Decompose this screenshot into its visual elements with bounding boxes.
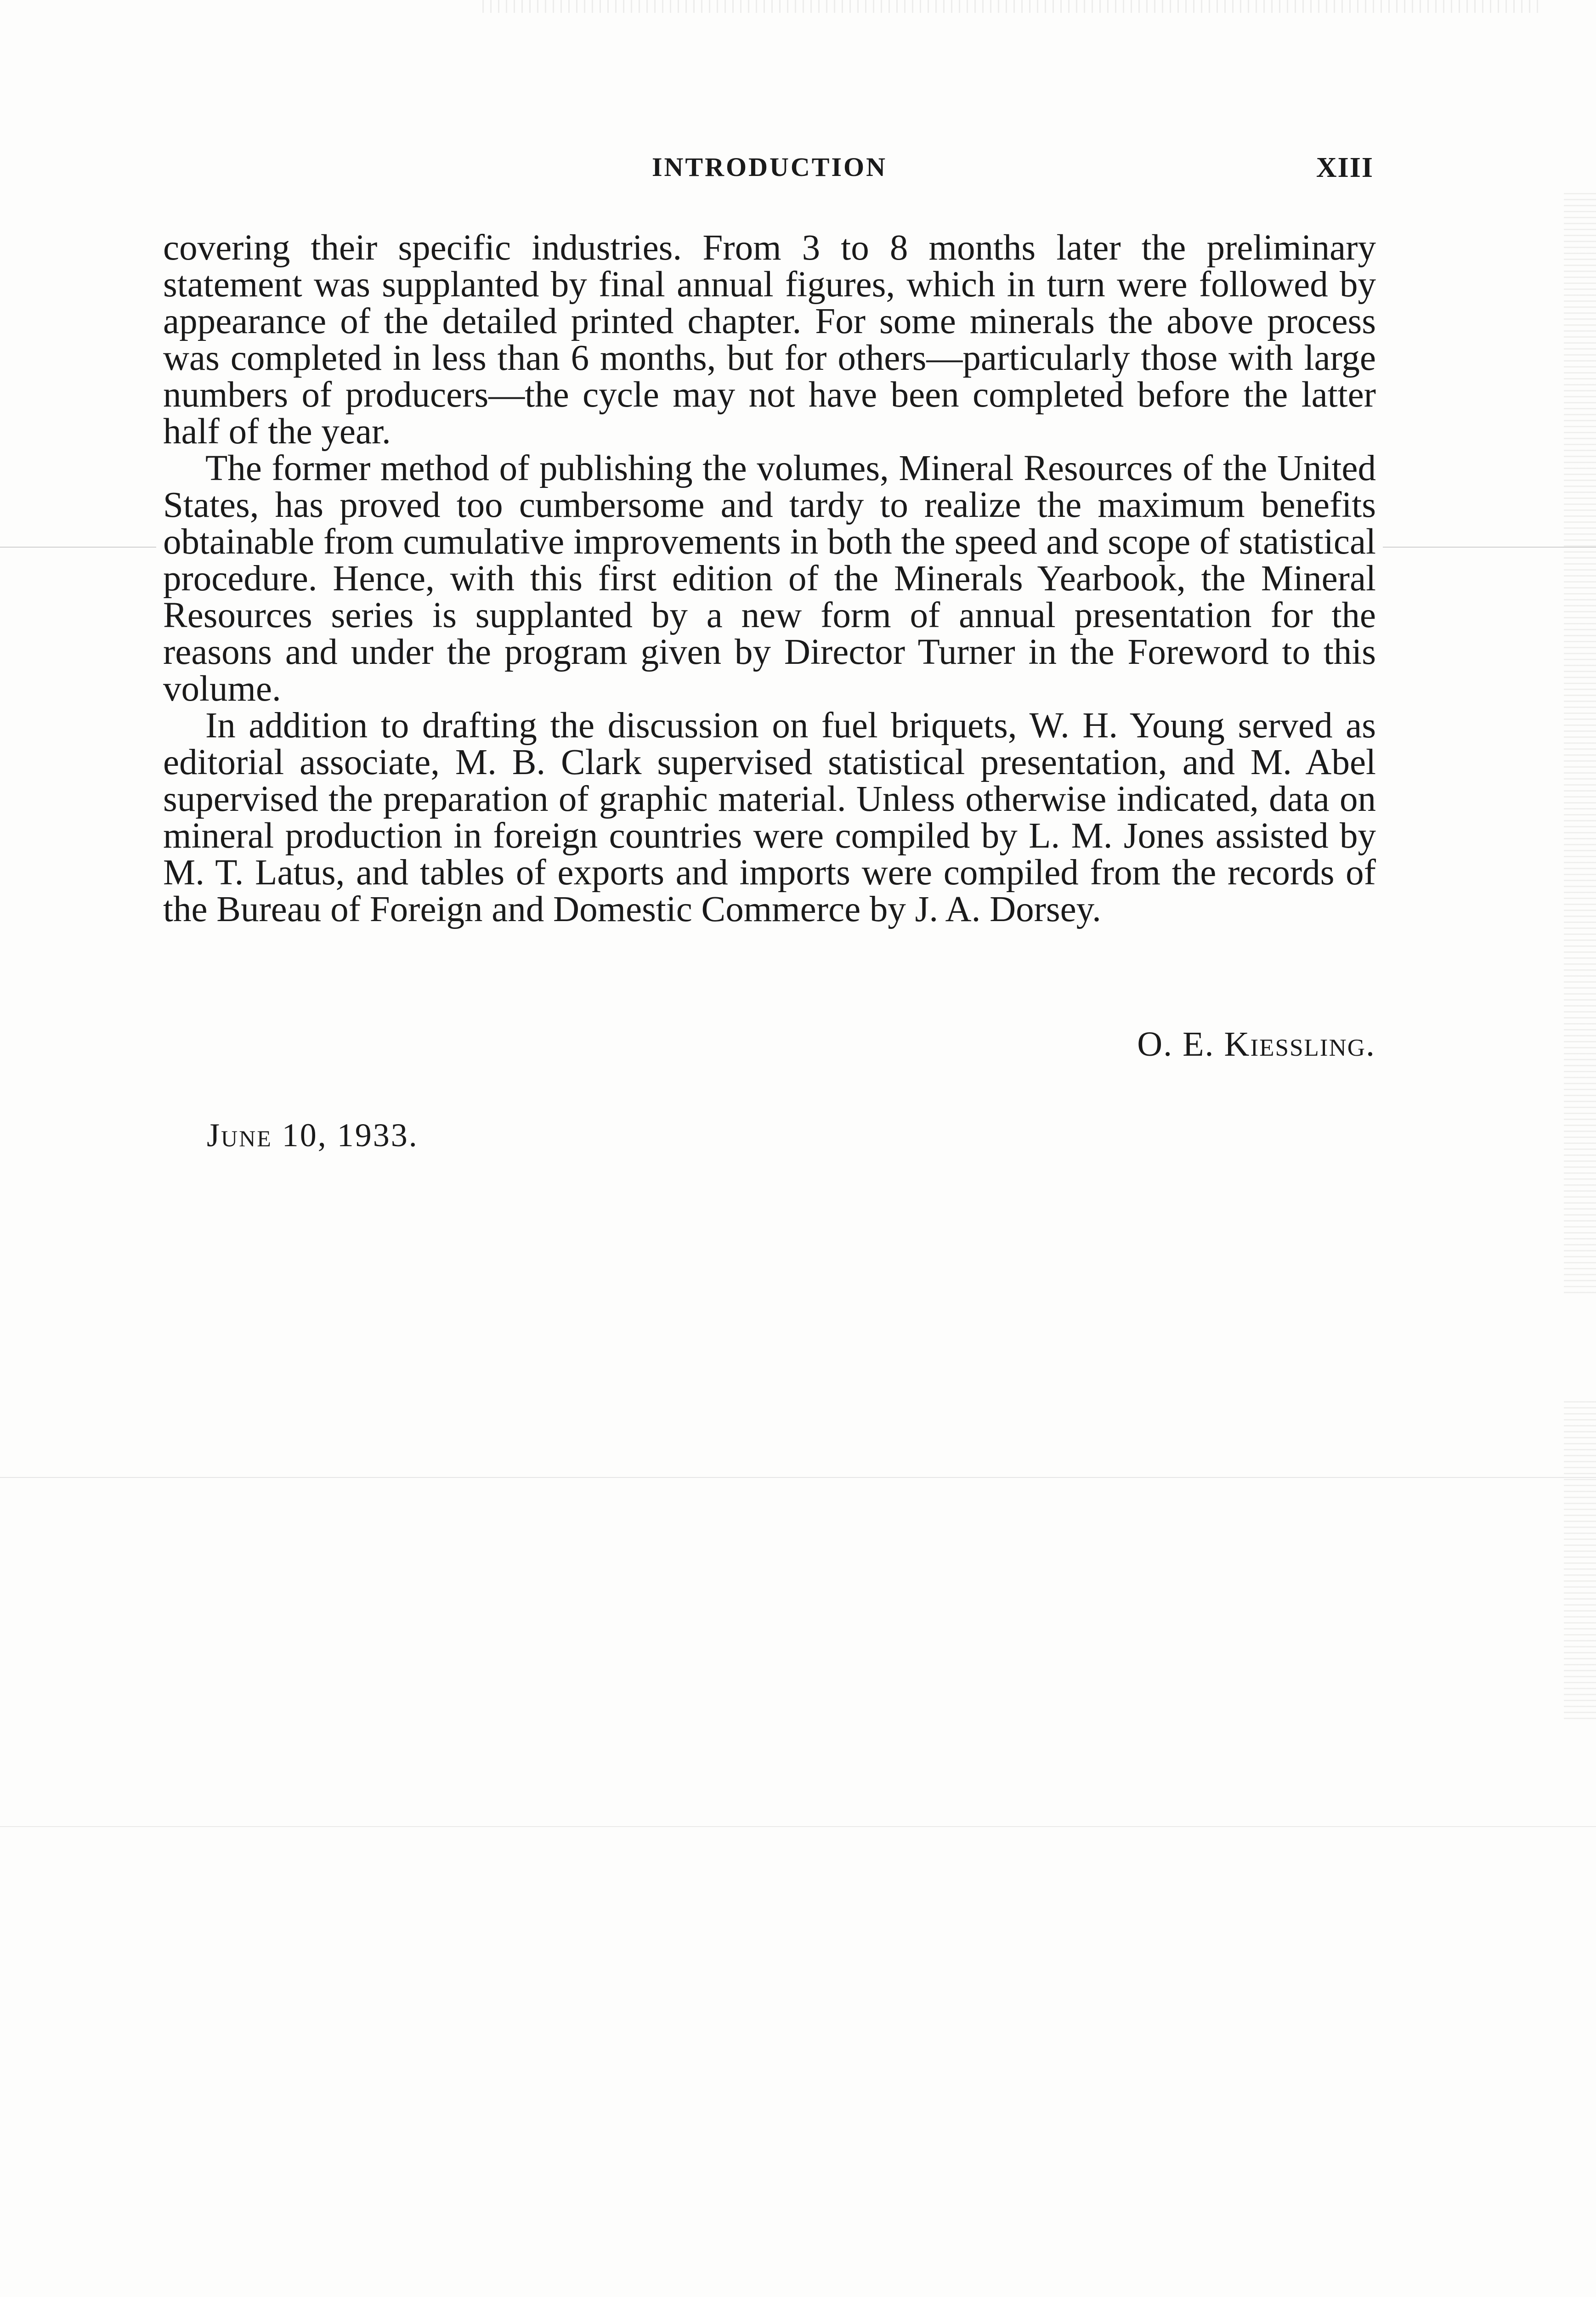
scan-line-left bbox=[0, 547, 156, 548]
paragraph-2: The former method of publishing the volumes, Mineral Resources of the United States, has proved too cumbersome and tardy to realize the maximum benefits obtainable from cumulative improvements in both the speed and scope of statistical procedure. Hence, with this first edition of the Minerals Yearbook, the Mineral Resources series is supplanted by a new form of annual presentation for the reasons and under the program given by Director Turner in the Foreword to this volume. bbox=[163, 448, 1376, 709]
scan-speckle-top bbox=[482, 0, 1539, 13]
signature: O. E. Kiessling. bbox=[1137, 1025, 1375, 1064]
date-line: June 10, 1933. bbox=[207, 1117, 419, 1154]
paragraph-3: In addition to drafting the discussion on fuel briquets, W. H. Young served as editorial associate, M. B. Clark supervised statistical presentation, and M. Abel supervised the preparation of graphic material. Unless otherwise indicated, data on mineral production in foreign countries were compiled by L. M. Jones assisted by M. T. Latus, and tables of exports and imports were compiled from the records of the Bureau of Foreign and Domestic Commerce by J. A. Dorsey. bbox=[163, 706, 1376, 929]
page-number: XIII bbox=[1316, 152, 1374, 183]
scan-line-right bbox=[1383, 547, 1596, 548]
scan-line-middle bbox=[0, 1477, 1596, 1478]
scan-speckle-right-edge bbox=[1564, 193, 1596, 1296]
paragraph-1: covering their specific industries. From 3 to 8 months later the preliminary statement was supplanted by final annual figures, which in turn were followed by appearance of the detailed printed chapter. For some minerals the above process was completed in less than 6 months, but for others—particularly those with large numbers of producers—the cycle may not have been completed before the latter half of the year. bbox=[163, 228, 1376, 452]
body-text bbox=[163, 230, 1376, 928]
page-header bbox=[165, 152, 1374, 193]
scan-line-lower bbox=[0, 1826, 1596, 1827]
running-head: INTRODUCTION bbox=[651, 152, 888, 182]
scan-speckle-right-edge-lower bbox=[1564, 1401, 1596, 1723]
